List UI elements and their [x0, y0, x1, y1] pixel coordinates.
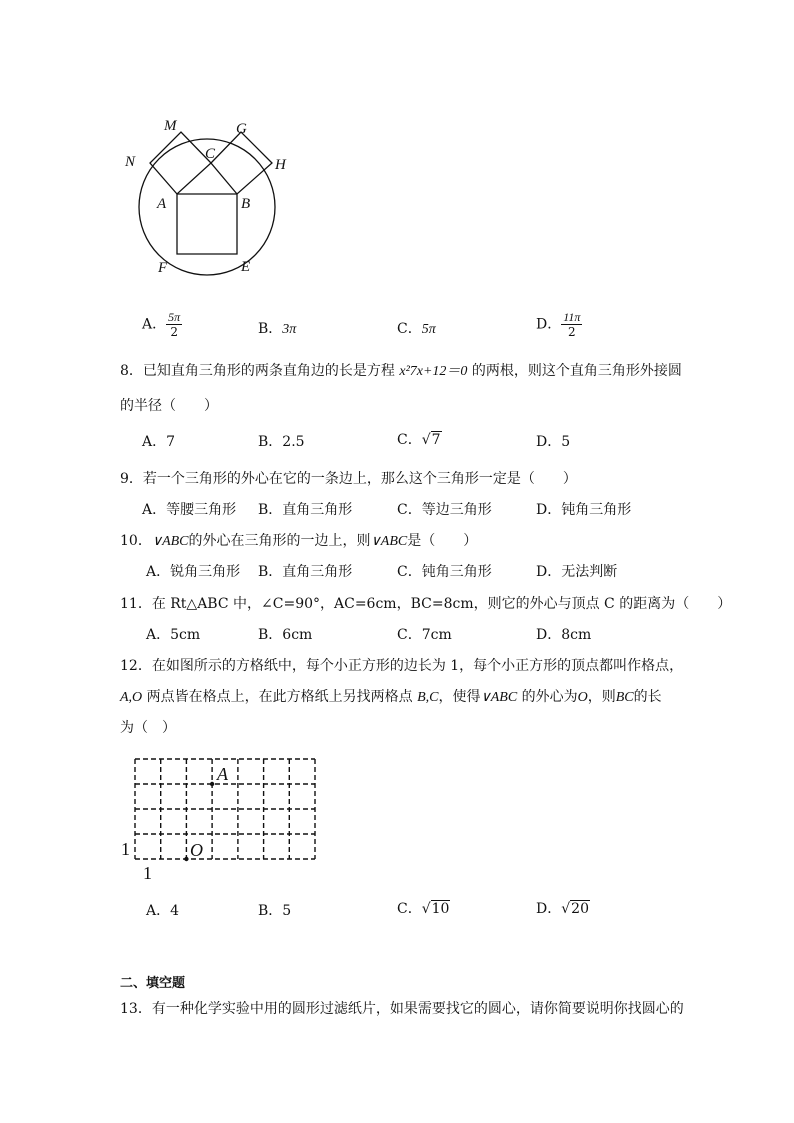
q7-option-d[interactable]: [536, 310, 582, 339]
q12-stem-line3: 为（ ）: [120, 720, 176, 736]
grid-label-O: O: [190, 840, 203, 860]
label-F: F: [158, 260, 168, 276]
q7-option-d-fraction: $\frac{11\pi}{2}$: [563, 310, 581, 339]
label-N: N: [125, 154, 136, 170]
label-C: C: [205, 146, 216, 162]
q11-stem: 11．在 Rt△ABC 中，∠C=90°，AC=6cm，BC=8cm，则它的外心与顶点 C 的距离为（ ）: [120, 596, 732, 612]
q9-option-d[interactable]: D．钝角三角形: [536, 502, 632, 518]
q10-option-a[interactable]: A．锐角三角形: [146, 564, 241, 580]
q7-option-c-letter: C．: [397, 321, 422, 337]
q7-option-a-letter: A．: [142, 316, 167, 333]
q7-option-a[interactable]: [142, 310, 182, 339]
circle-square-figure: [120, 108, 310, 278]
square-ABEF: [177, 194, 237, 254]
q8-option-d[interactable]: D．5: [536, 434, 571, 450]
point-O: [184, 857, 188, 861]
q10-option-c[interactable]: C．钝角三角形: [397, 564, 492, 580]
label-G: G: [236, 121, 247, 137]
grid-label-A: A: [217, 764, 228, 784]
label-B: B: [241, 196, 251, 212]
q11-option-d[interactable]: D．8cm: [536, 627, 592, 643]
section-heading: 二、填空题: [120, 976, 186, 991]
q8-option-a[interactable]: A．7: [142, 434, 176, 450]
q8-stem-line2: 的半径（ ）: [120, 398, 218, 414]
sqrt-icon: √20: [561, 901, 589, 917]
sqrt-icon: √10: [421, 901, 450, 917]
grid-figure: [115, 752, 330, 884]
triangle-symbol: ∨ABC: [151, 534, 189, 549]
label-H: H: [275, 157, 286, 173]
label-E: E: [241, 259, 251, 275]
q12-option-d[interactable]: D．√20: [536, 901, 589, 917]
grid-label-one-bottom: 1: [143, 863, 152, 883]
q7-option-d-letter: D．: [536, 316, 562, 333]
grid-label-one-left: 1: [121, 839, 130, 859]
q13-stem-line1: 13．有一种化学实验中用的圆形过滤纸片，如果需要找它的圆心，请你简要说明你找圆心的: [120, 1001, 684, 1017]
q8-option-c[interactable]: C．√7: [397, 432, 441, 448]
q12-option-c[interactable]: C．√10: [397, 901, 450, 917]
q7-option-c[interactable]: [397, 318, 436, 338]
q11-option-b[interactable]: B．6cm: [258, 627, 313, 643]
sqrt-icon: √7: [421, 432, 441, 448]
q7-option-b[interactable]: [258, 318, 296, 338]
q7-option-b-letter: B．: [258, 321, 283, 337]
square-CGHB: [211, 132, 272, 194]
square-ANMC: [150, 132, 211, 194]
q9-option-c[interactable]: C．等边三角形: [397, 502, 492, 518]
q8-option-b[interactable]: B．2.5: [258, 434, 305, 450]
q8-equation: x²7x+12＝0: [399, 364, 468, 379]
triangle-symbol: ∨ABC: [370, 534, 408, 549]
q7-option-a-fraction: $\frac{5\pi}{2}$: [168, 310, 181, 339]
q7-option-c-value: 5π: [421, 322, 436, 337]
q11-option-a[interactable]: A．5cm: [146, 627, 201, 643]
q11-option-c[interactable]: C．7cm: [397, 627, 452, 643]
label-M: M: [164, 118, 177, 134]
label-A: A: [157, 196, 167, 212]
q10-stem: 10．∨ABC的外心在三角形的一边上，则∨ABC是（ ）: [120, 533, 478, 549]
q12-option-b[interactable]: B．5: [258, 903, 292, 919]
q12-stem-line1: 12．在如图所示的方格纸中，每个小正方形的边长为 1，每个小正方形的顶点都叫作格点，: [120, 658, 684, 674]
q9-option-b[interactable]: B．直角三角形: [258, 502, 353, 518]
q10-option-d[interactable]: D．无法判断: [536, 564, 618, 580]
q9-stem: 9．若一个三角形的外心在它的一条边上，那么这个三角形一定是（ ）: [120, 471, 577, 487]
point-A: [210, 782, 214, 786]
q10-option-b[interactable]: B．直角三角形: [258, 564, 353, 580]
q12-stem-line2: A,O 两点皆在格点上，在此方格纸上另找两格点 B,C，使得∨ABC 的外心为O，则BC的长: [120, 689, 662, 705]
q7-option-b-value: 3π: [282, 322, 297, 337]
q8-stem-line1: 8．已知直角三角形的两条直角边的长是方程 x²7x+12＝0 的两根，则这个直角三角形外接圆: [120, 363, 682, 379]
q9-option-a[interactable]: A．等腰三角形: [142, 502, 237, 518]
q12-option-a[interactable]: A．4: [146, 903, 180, 919]
